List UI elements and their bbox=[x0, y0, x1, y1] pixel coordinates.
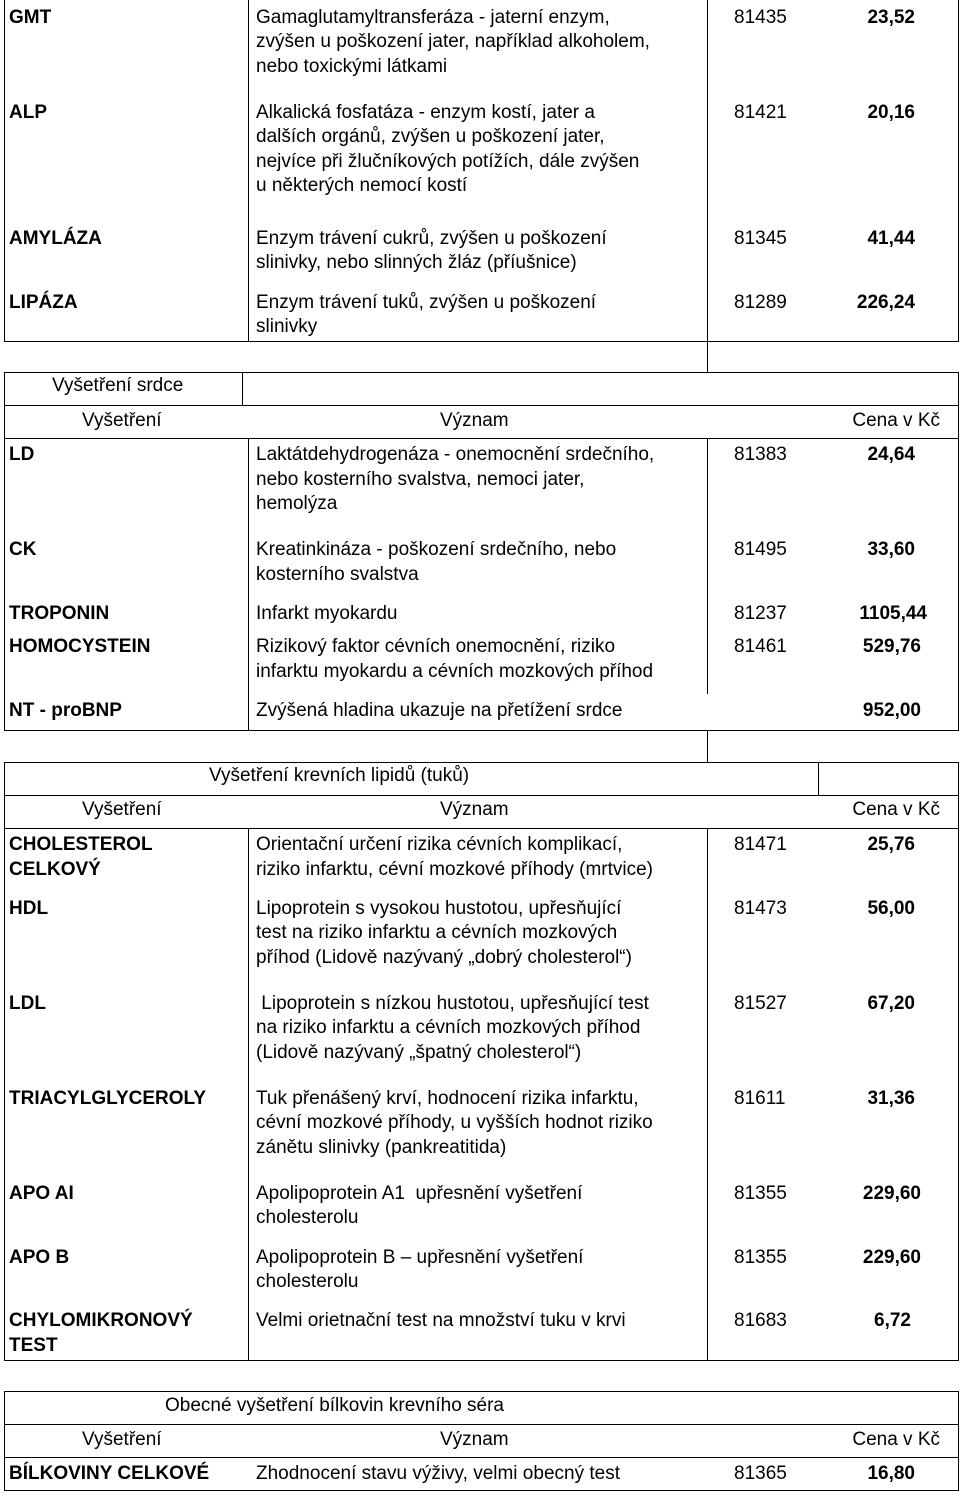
section-title: Obecné vyšetření bílkovin krevního séra bbox=[165, 1395, 505, 1416]
exam-meaning-line: Lipoprotein s nízkou hustotou, upřesňující test bbox=[256, 993, 649, 1014]
column-header-exam: Vyšetření bbox=[82, 1429, 162, 1450]
exam-code: 81289 bbox=[734, 292, 787, 313]
grid-line bbox=[248, 0, 249, 342]
column-header-exam: Vyšetření bbox=[82, 799, 162, 820]
exam-code: 81461 bbox=[734, 636, 787, 657]
exam-meaning-line: nebo kosterního svalstva, nemoci jater, bbox=[256, 469, 585, 490]
exam-meaning-line: kosterního svalstva bbox=[256, 564, 419, 585]
exam-price: 16,80 bbox=[867, 1463, 915, 1484]
column-header-meaning: Význam bbox=[440, 410, 509, 431]
exam-price: 226,24 bbox=[856, 292, 915, 313]
exam-meaning-line: Apolipoprotein B – upřesnění vyšetření bbox=[256, 1247, 584, 1268]
exam-meaning-line: nejvíce při žlučníkových potížích, dále zvýšen bbox=[256, 151, 640, 172]
grid-line bbox=[707, 730, 708, 762]
grid-line bbox=[4, 0, 5, 342]
exam-meaning-line: Rizikový faktor cévních onemocnění, riziko bbox=[256, 636, 616, 657]
exam-price: 25,76 bbox=[867, 834, 915, 855]
exam-code: 81683 bbox=[734, 1310, 787, 1331]
exam-meaning-line: Tuk přenášený krví, hodnocení rizika infarktu, bbox=[256, 1088, 639, 1109]
exam-name: LD bbox=[9, 444, 35, 465]
exam-price: 41,44 bbox=[867, 228, 915, 249]
grid-line bbox=[4, 372, 959, 373]
column-header-price: Cena v Kč bbox=[852, 799, 940, 820]
exam-meaning-line: zvýšen u poškození jater, například alkoholem, bbox=[256, 31, 650, 52]
grid-line bbox=[4, 762, 959, 763]
grid-line bbox=[707, 0, 708, 372]
exam-meaning-line: cholesterolu bbox=[256, 1271, 359, 1292]
exam-meaning-line: infarktu myokardu a cévních mozkových příhod bbox=[256, 661, 654, 682]
exam-meaning-line: Laktátdehydrogenáza - onemocnění srdečního, bbox=[256, 444, 655, 465]
exam-meaning-line: dalších orgánů, zvýšen u poškození jater, bbox=[256, 126, 605, 147]
grid-line bbox=[4, 372, 5, 731]
exam-meaning-line: Zvýšená hladina ukazuje na přetížení srdce bbox=[256, 700, 623, 721]
exam-code: 81435 bbox=[734, 7, 787, 28]
grid-line bbox=[958, 0, 959, 342]
exam-code: 81421 bbox=[734, 102, 787, 123]
exam-meaning-line: Kreatinkináza - poškození srdečního, nebo bbox=[256, 539, 617, 560]
grid-line bbox=[707, 438, 708, 694]
exam-code: 81471 bbox=[734, 834, 787, 855]
exam-meaning-line: na riziko infarktu a cévních mozkových příhod bbox=[256, 1017, 641, 1038]
exam-price: 229,60 bbox=[862, 1247, 921, 1268]
exam-meaning-line: Apolipoprotein A1 upřesnění vyšetření bbox=[256, 1183, 583, 1204]
section-title: Vyšetření srdce bbox=[52, 375, 184, 396]
exam-price: 529,76 bbox=[862, 636, 921, 657]
exam-price: 33,60 bbox=[867, 539, 915, 560]
exam-name: TEST bbox=[9, 1335, 58, 1356]
exam-code: 81495 bbox=[734, 539, 787, 560]
exam-price: 24,64 bbox=[867, 444, 915, 465]
exam-name: TRIACYLGLYCEROLY bbox=[9, 1088, 207, 1109]
exam-price: 20,16 bbox=[867, 102, 915, 123]
grid-line bbox=[4, 438, 959, 439]
grid-line bbox=[4, 341, 959, 342]
exam-meaning-line: u některých nemocí kostí bbox=[256, 175, 468, 196]
exam-name: CK bbox=[9, 539, 37, 560]
exam-name: LDL bbox=[9, 993, 46, 1014]
exam-name: HOMOCYSTEIN bbox=[9, 636, 151, 657]
exam-meaning-line: slinivky, nebo slinných žláz (příušnice) bbox=[256, 252, 577, 273]
exam-name: CHOLESTEROL bbox=[9, 834, 153, 855]
exam-name: HDL bbox=[9, 898, 49, 919]
grid-line bbox=[958, 762, 959, 1361]
grid-line bbox=[4, 1424, 959, 1425]
exam-code: 81355 bbox=[734, 1183, 787, 1204]
exam-name: APO AI bbox=[9, 1183, 74, 1204]
exam-meaning-line: Orientační určení rizika cévních komplikací, bbox=[256, 834, 623, 855]
grid-line bbox=[4, 1490, 959, 1491]
grid-line bbox=[707, 828, 708, 1361]
exam-price: 31,36 bbox=[867, 1088, 915, 1109]
grid-line bbox=[4, 1457, 959, 1458]
exam-price: 6,72 bbox=[874, 1310, 911, 1331]
exam-price: 67,20 bbox=[867, 993, 915, 1014]
exam-name: AMYLÁZA bbox=[9, 228, 102, 249]
exam-meaning-line: Lipoprotein s vysokou hustotou, upřesňující bbox=[256, 898, 622, 919]
exam-meaning-line: příhod (Lidově nazývaný „dobrý cholesterol“) bbox=[256, 947, 632, 968]
column-header-meaning: Význam bbox=[440, 1429, 509, 1450]
exam-name: BÍLKOVINY CELKOVÉ bbox=[9, 1463, 210, 1484]
section-title: Vyšetření krevních lipidů (tuků) bbox=[209, 765, 470, 786]
grid-line bbox=[4, 1391, 5, 1491]
grid-line bbox=[4, 795, 959, 796]
grid-line bbox=[958, 1391, 959, 1491]
exam-meaning-line: Gamaglutamyltransferáza - jaterní enzym, bbox=[256, 7, 610, 28]
exam-code: 81237 bbox=[734, 603, 787, 624]
grid-line bbox=[4, 1360, 959, 1361]
exam-meaning-line: Velmi orietnační test na množství tuku v krvi bbox=[256, 1310, 626, 1331]
exam-code: 81611 bbox=[734, 1088, 786, 1109]
grid-line bbox=[248, 438, 249, 731]
exam-meaning-line: Enzym trávení cukrů, zvýšen u poškození bbox=[256, 228, 607, 249]
exam-meaning-line: Enzym trávení tuků, zvýšen u poškození bbox=[256, 292, 597, 313]
exam-meaning-line: Infarkt myokardu bbox=[256, 603, 398, 624]
grid-line bbox=[4, 828, 959, 829]
exam-price: 56,00 bbox=[867, 898, 915, 919]
exam-meaning-line: Alkalická fosfatáza - enzym kostí, jater a bbox=[256, 102, 595, 123]
column-header-price: Cena v Kč bbox=[852, 1429, 940, 1450]
exam-name: CELKOVÝ bbox=[9, 859, 101, 880]
exam-name: TROPONIN bbox=[9, 603, 110, 624]
exam-meaning-line: riziko infarktu, cévní mozkové příhody (mrtvice) bbox=[256, 859, 654, 880]
exam-name: CHYLOMIKRONOVÝ bbox=[9, 1310, 193, 1331]
exam-meaning-line: hemolýza bbox=[256, 493, 338, 514]
exam-code: 81365 bbox=[734, 1463, 787, 1484]
exam-price: 229,60 bbox=[862, 1183, 921, 1204]
exam-name: APO B bbox=[9, 1247, 70, 1268]
grid-line bbox=[4, 762, 5, 1361]
exam-meaning-line: cholesterolu bbox=[256, 1207, 359, 1228]
exam-code: 81527 bbox=[734, 993, 787, 1014]
exam-meaning-line: test na riziko infarktu a cévních mozkových bbox=[256, 922, 618, 943]
grid-line bbox=[4, 1391, 959, 1392]
grid-line bbox=[958, 372, 959, 731]
exam-code: 81355 bbox=[734, 1247, 787, 1268]
exam-name: LIPÁZA bbox=[9, 292, 78, 313]
exam-meaning-line: Zhodnocení stavu výživy, velmi obecný test bbox=[256, 1463, 620, 1484]
column-header-meaning: Význam bbox=[440, 799, 509, 820]
grid-line bbox=[242, 372, 243, 405]
exam-meaning-line: (Lidově nazývaný „špatný cholesterol“) bbox=[256, 1042, 582, 1063]
exam-price: 1105,44 bbox=[859, 603, 927, 624]
column-header-price: Cena v Kč bbox=[852, 410, 940, 431]
exam-price: 23,52 bbox=[867, 7, 915, 28]
exam-code: 81473 bbox=[734, 898, 787, 919]
exam-code: 81345 bbox=[734, 228, 787, 249]
exam-meaning-line: nebo toxickými látkami bbox=[256, 56, 448, 77]
column-header-exam: Vyšetření bbox=[82, 410, 162, 431]
exam-meaning-line: zánětu slinivky (pankreatitida) bbox=[256, 1137, 507, 1158]
exam-price: 952,00 bbox=[862, 700, 921, 721]
grid-line bbox=[818, 762, 819, 795]
grid-line bbox=[4, 730, 959, 731]
exam-code: 81383 bbox=[734, 444, 787, 465]
exam-meaning-line: cévní mozkové příhody, u vyšších hodnot riziko bbox=[256, 1112, 653, 1133]
exam-name: GMT bbox=[9, 7, 52, 28]
grid-line bbox=[4, 405, 959, 406]
exam-name: ALP bbox=[9, 102, 47, 123]
grid-line bbox=[248, 828, 249, 1361]
exam-name: NT - proBNP bbox=[9, 700, 122, 721]
exam-meaning-line: slinivky bbox=[256, 316, 318, 337]
